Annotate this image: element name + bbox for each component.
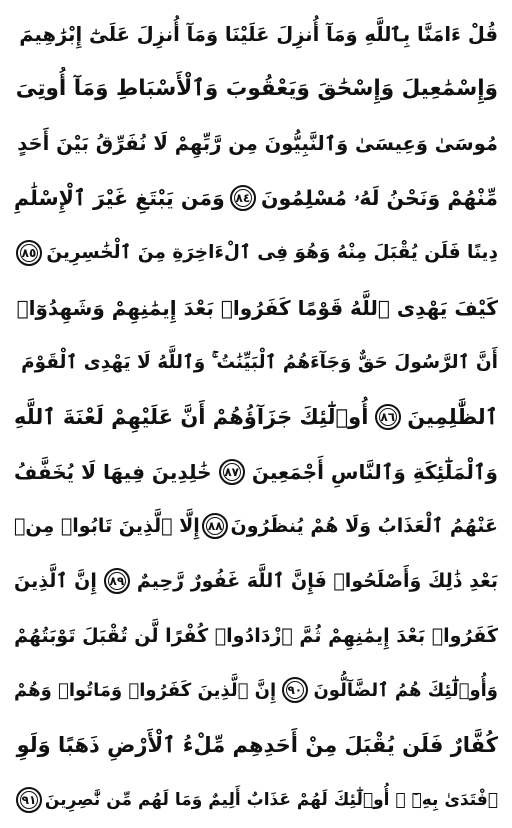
ayah-number-marker: ٩١ bbox=[16, 787, 42, 813]
verse-line bbox=[14, 395, 498, 439]
ayah-number-marker: ٩٠ bbox=[282, 677, 308, 703]
verse-text: وَٱلْمَلَٰٓئِكَةِ وَٱلنَّاسِ أَجْمَعِينَ bbox=[251, 459, 498, 484]
verse-line bbox=[14, 559, 498, 603]
verse-line bbox=[14, 504, 498, 548]
ayah-number-marker: ٨٧ bbox=[219, 459, 245, 485]
verse-text: كَيْفَ يَهْدِى ٱللَّهُ قَوْمًا كَفَرُوا۟ بَعْدَ إِيمَٰنِهِمْ وَشَهِدُوٓا۟ bbox=[16, 295, 498, 320]
ayah-number-marker: ٨٥ bbox=[16, 240, 42, 266]
verse-text: ٱلظَّٰلِمِينَ bbox=[407, 404, 498, 429]
verse-text: بَعْدِ ذَٰلِكَ وَأَصْلَحُوا۟ فَإِنَّ ٱللَّهَ غَفُورٌ رَّحِيمٌ bbox=[136, 570, 498, 593]
verse-text: إِنَّ ٱلَّذِينَ bbox=[14, 570, 97, 593]
verse-line bbox=[14, 450, 498, 494]
verse-line bbox=[14, 121, 498, 165]
verse-text: كَفَرُوا۟ بَعْدَ إِيمَٰنِهِمْ ثُمَّ ٱزْدَادُوا۟ كُفْرًا لَّن تُقْبَلَ تَوْبَتُهُمْ bbox=[14, 624, 498, 647]
verse-text: أَنَّ ٱلرَّسُولَ حَقٌّ وَجَآءَهُمُ ٱلْبَيِّنَٰتُ ۚ وَٱللَّهُ لَا يَهْدِى ٱلْقَوْمَ bbox=[21, 351, 498, 373]
verse-text: كُفَّارٌ فَلَن يُقْبَلَ مِنْ أَحَدِهِم مِّلْءُ ٱلْأَرْضِ ذَهَبًا وَلَوِ bbox=[16, 733, 498, 758]
ayah-number-marker: ٨٤ bbox=[230, 185, 256, 211]
verse-line bbox=[14, 723, 498, 767]
verse-text: قُلْ ءَامَنَّا بِٱللَّهِ وَمَآ أُنزِلَ عَلَيْنَا وَمَآ أُنزِلَ عَلَىٰٓ إِبْرَٰهِيمَ bbox=[19, 22, 498, 46]
verse-text: إِلَّا ٱلَّذِينَ تَابُوا۟ مِنۢ bbox=[14, 515, 200, 538]
verse-line bbox=[14, 286, 498, 330]
verse-line bbox=[14, 778, 498, 822]
verse-text: عَنْهُمُ ٱلْعَذَابُ وَلَا هُمْ يُنظَرُونَ bbox=[230, 515, 498, 538]
verse-text: إِنَّ ٱلَّذِينَ كَفَرُوا۟ وَمَاتُوا۟ وَهُمْ bbox=[14, 679, 277, 701]
ayah-number-marker: ٨٦ bbox=[375, 404, 401, 430]
verse-text: أُو۟لَٰٓئِكَ جَزَآؤُهُمْ أَنَّ عَلَيْهِمْ لَعْنَةَ ٱللَّهِ bbox=[14, 404, 369, 429]
ayah-number-marker: ٨٩ bbox=[104, 568, 130, 594]
verse-line bbox=[14, 231, 498, 275]
verse-line bbox=[14, 340, 498, 384]
verse-text: وَمَن يَبْتَغِ غَيْرَ ٱلْإِسْلَٰمِ bbox=[14, 186, 225, 211]
verse-text: ٱفْتَدَىٰ بِهِۦٓ ۗ أُو۟لَٰٓئِكَ لَهُمْ عَذَابٌ أَلِيمٌ وَمَا لَهُم مِّن نَّٰصِرِينَ bbox=[44, 789, 498, 810]
verse-text: خَٰلِدِينَ فِيهَا لَا يُخَفَّفُ bbox=[14, 459, 212, 484]
verse-text: دِينًا فَلَن يُقْبَلَ مِنْهُ وَهُوَ فِى ٱلْءَاخِرَةِ مِنَ ٱلْخَٰسِرِينَ bbox=[46, 242, 498, 264]
verse-text: وَإِسْمَٰعِيلَ وَإِسْحَٰقَ وَيَعْقُوبَ وَٱلْأَسْبَاطِ وَمَآ أُوتِىَ bbox=[15, 76, 498, 102]
verse-text: مِّنْهُمْ وَنَحْنُ لَهُۥ مُسْلِمُونَ bbox=[260, 185, 498, 210]
verse-line bbox=[14, 67, 498, 111]
verse-text: مُوسَىٰ وَعِيسَىٰ وَٱلنَّبِيُّونَ مِن رَّبِّهِمْ لَا نُفَرِّقُ بَيْنَ أَحَدٍ bbox=[17, 131, 498, 155]
verse-text: وَأُو۟لَٰٓئِكَ هُمُ ٱلضَّآلُّونَ bbox=[313, 679, 498, 701]
verse-line bbox=[14, 12, 498, 56]
verse-line bbox=[14, 614, 498, 658]
verse-line bbox=[14, 176, 498, 220]
verse-line bbox=[14, 668, 498, 712]
ayah-number-marker: ٨٨ bbox=[202, 513, 228, 539]
